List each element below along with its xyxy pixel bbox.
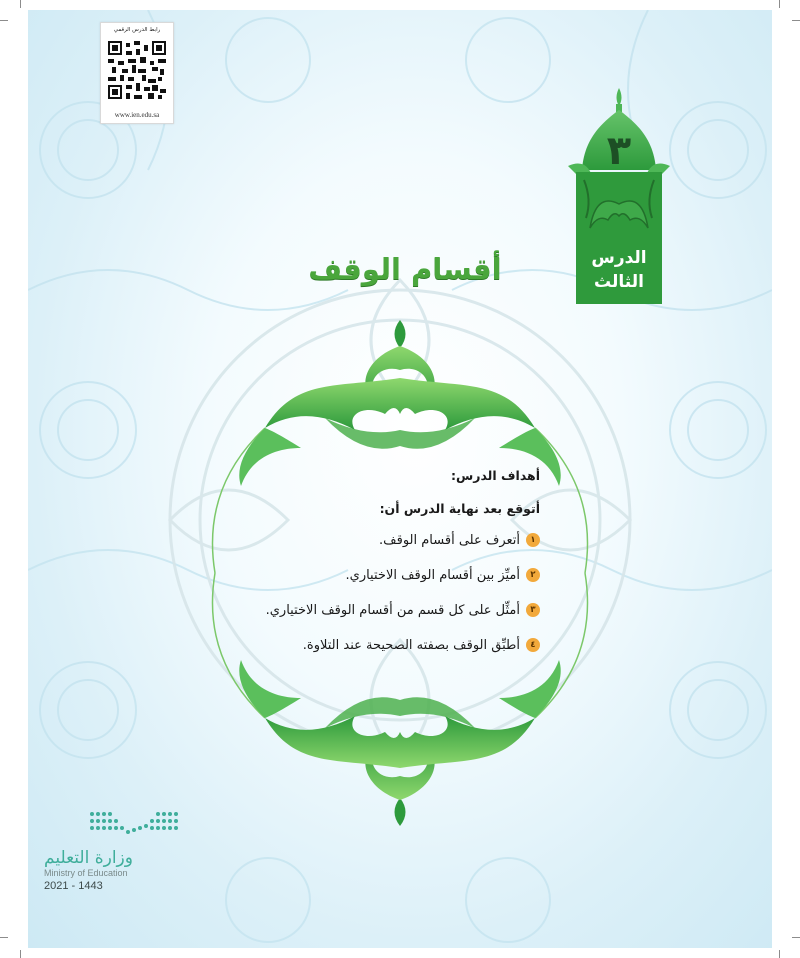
- lesson-label-line2: الثالث: [594, 272, 644, 292]
- lesson-label-line1: الدرس: [591, 248, 647, 268]
- ministry-name-en: Ministry of Education: [44, 868, 128, 878]
- goal-number-badge: ١: [526, 533, 540, 547]
- edition-year: 2021 - 1443: [44, 880, 103, 892]
- goals-heading: أهداف الدرس:: [451, 468, 540, 483]
- goal-text: أميِّز بين أقسام الوقف الاختياري.: [345, 567, 520, 583]
- qr-label: رابط الدرس الرقمي: [113, 27, 161, 33]
- crop-mark: [0, 937, 8, 938]
- lesson-title: أقسام الوقف: [308, 252, 502, 286]
- goals-intro: أتوقع بعد نهاية الدرس أن:: [379, 501, 540, 516]
- crop-mark: [0, 20, 8, 21]
- goal-item: [250, 635, 540, 655]
- digital-lesson-qr[interactable]: [100, 22, 174, 124]
- goal-item: [250, 600, 540, 620]
- goal-item: [250, 530, 540, 550]
- goal-number-badge: ٤: [526, 638, 540, 652]
- ministry-logo-dots-icon: [88, 808, 180, 842]
- qr-code-icon: [108, 41, 166, 99]
- goal-number-badge: ٣: [526, 603, 540, 617]
- goal-text: أطبِّق الوقف بصفته الصحيحة عند التلاوة.: [302, 637, 520, 653]
- lesson-goals: [250, 468, 540, 670]
- goal-text: أمثِّل على كل قسم من أقسام الوقف الاختياري.: [265, 602, 520, 618]
- crop-mark: [779, 950, 780, 958]
- crop-mark: [779, 0, 780, 8]
- crop-mark: [792, 20, 800, 21]
- goal-number-badge: ٢: [526, 568, 540, 582]
- goal-text: أتعرف على أقسام الوقف.: [379, 532, 520, 548]
- ministry-name-ar: وزارة التعليم: [44, 848, 133, 868]
- crop-mark: [20, 0, 21, 8]
- lesson-number: ٣: [606, 128, 632, 174]
- crop-mark: [792, 937, 800, 938]
- qr-url: www.ien.edu.sa: [114, 111, 160, 119]
- crop-mark: [20, 950, 21, 958]
- goal-item: [250, 565, 540, 585]
